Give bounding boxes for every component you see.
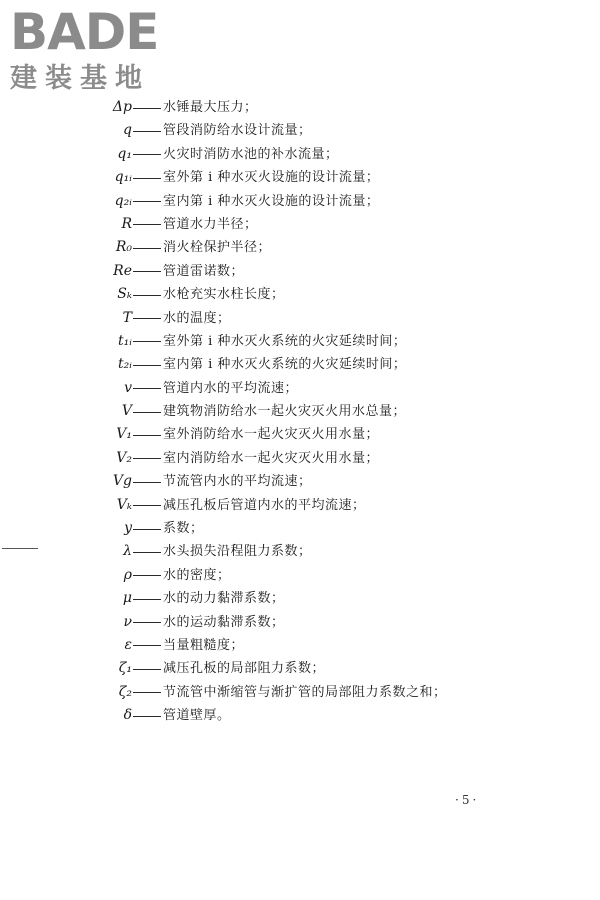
em-dash: [133, 599, 161, 600]
em-dash: [133, 248, 161, 249]
definition-row: [0, 353, 600, 376]
definition-row: [0, 307, 600, 330]
definition-row: [0, 657, 600, 680]
em-dash: [133, 154, 161, 155]
definition-text: 管道雷诺数；: [163, 263, 245, 279]
definition-text: 节流管内水的平均流速；: [163, 474, 312, 490]
symbol: V₂: [116, 449, 132, 466]
definition-text: 系数；: [163, 521, 204, 537]
definition-text: 水头损失沿程阻力系数；: [163, 544, 312, 560]
em-dash: [133, 341, 161, 342]
symbol: R₀: [115, 239, 132, 256]
em-dash: [133, 505, 161, 506]
symbol: T: [122, 309, 132, 326]
symbol: ζ₂: [118, 683, 132, 700]
symbol: Vg: [112, 473, 132, 490]
em-dash: [133, 645, 161, 646]
definition-text: 室内消防给水一起火灾灭火用水量；: [163, 450, 380, 466]
symbol: V: [121, 403, 132, 420]
logo-chinese-name: 建装基地: [10, 63, 150, 94]
definition-row: [0, 517, 600, 540]
definition-row: [0, 400, 600, 423]
definition-row: [0, 634, 600, 657]
em-dash: [133, 435, 161, 436]
em-dash: [133, 365, 161, 366]
em-dash: [133, 178, 161, 179]
definition-row: [0, 564, 600, 587]
definition-row: [0, 447, 600, 470]
definition-row: [0, 587, 600, 610]
definition-row: [0, 330, 600, 353]
definition-text: 室外第 i 种水灭火系统的火灾延续时间；: [163, 333, 407, 349]
symbol-definition-list: [0, 96, 600, 728]
definition-row: [0, 540, 600, 563]
em-dash: [133, 108, 161, 109]
definition-row: [0, 96, 600, 119]
symbol: q₁ᵢ: [114, 169, 132, 186]
symbol: ρ: [123, 566, 132, 583]
em-dash: [133, 692, 161, 693]
em-dash: [133, 201, 161, 202]
definition-row: [0, 236, 600, 259]
em-dash: [133, 412, 161, 413]
definition-text: 水的温度；: [163, 310, 231, 326]
symbol: q₂ᵢ: [114, 192, 132, 209]
definition-row: [0, 213, 600, 236]
definition-text: 管道水力半径；: [163, 216, 258, 232]
definition-row: [0, 611, 600, 634]
definition-row: [0, 260, 600, 283]
definition-text: 水枪充实水柱长度；: [163, 287, 285, 303]
definition-row: [0, 190, 600, 213]
symbol: v: [124, 379, 132, 396]
symbol: μ: [122, 590, 132, 607]
definition-row: [0, 423, 600, 446]
em-dash: [133, 131, 161, 132]
definition-text: 室内第 i 种水灭火设施的设计流量；: [163, 193, 380, 209]
em-dash: [133, 318, 161, 319]
definition-text: 水的运动黏滞系数；: [163, 614, 285, 630]
symbol: V₁: [116, 426, 132, 443]
definition-text: 室外消防给水一起火灾灭火用水量；: [163, 427, 380, 443]
definition-text: 当量粗糙度；: [163, 637, 245, 653]
em-dash: [133, 295, 161, 296]
em-dash: [133, 458, 161, 459]
symbol: ν: [123, 613, 132, 630]
definition-text: 水锤最大压力；: [163, 100, 258, 115]
definition-text: 消火栓保护半径；: [163, 240, 272, 256]
definition-text: 管段消防给水设计流量；: [163, 123, 312, 139]
symbol: λ: [123, 543, 132, 560]
symbol: q₁: [117, 145, 132, 162]
symbol: t₁ᵢ: [117, 332, 132, 349]
margin-rule: [2, 548, 38, 549]
bade-logo: [10, 4, 180, 96]
em-dash: [133, 271, 161, 272]
definition-text: 水的密度；: [163, 567, 231, 583]
definition-text: 水的动力黏滞系数；: [163, 591, 285, 607]
em-dash: [133, 575, 161, 576]
definition-text: 管道壁厚。: [163, 708, 231, 724]
symbol: Re: [113, 262, 132, 279]
definition-row: [0, 494, 600, 517]
definition-row: [0, 119, 600, 142]
definition-text: 火灾时消防水池的补水流量；: [163, 146, 339, 162]
em-dash: [133, 622, 161, 623]
definition-row: [0, 470, 600, 493]
definition-row: [0, 283, 600, 306]
symbol: Sₖ: [117, 286, 132, 303]
symbol: R: [121, 215, 132, 232]
em-dash: [133, 529, 161, 530]
definition-text: 室外第 i 种水灭火设施的设计流量；: [163, 170, 380, 186]
symbol: ε: [124, 636, 132, 653]
logo-wordmark: BADE: [10, 3, 159, 61]
em-dash: [133, 224, 161, 225]
em-dash: [133, 669, 161, 670]
definition-row: [0, 704, 600, 727]
em-dash: [133, 552, 161, 553]
symbol: ζ₁: [118, 660, 132, 677]
definition-text: 管道内水的平均流速；: [163, 380, 299, 396]
definition-text: 室内第 i 种水灭火系统的火灾延续时间；: [163, 357, 407, 373]
em-dash: [133, 716, 161, 717]
symbol: Vₖ: [116, 496, 132, 513]
em-dash: [133, 482, 161, 483]
symbol: t₂ᵢ: [117, 356, 132, 373]
definition-text: 减压孔板的局部阻力系数；: [163, 661, 326, 677]
symbol: q: [123, 122, 132, 139]
definition-row: [0, 143, 600, 166]
symbol: y: [124, 520, 132, 537]
definition-text: 节流管中渐缩管与渐扩管的局部阻力系数之和；: [163, 684, 447, 700]
page-number: ·5·: [455, 793, 480, 807]
definition-row: [0, 377, 600, 400]
definition-row: [0, 681, 600, 704]
symbol: Δp: [112, 99, 132, 115]
definition-text: 减压孔板后管道内水的平均流速；: [163, 497, 366, 513]
definition-row: [0, 166, 600, 189]
definition-text: 建筑物消防给水一起火灾灭火用水总量；: [163, 404, 407, 420]
symbol: δ: [123, 707, 132, 724]
em-dash: [133, 388, 161, 389]
